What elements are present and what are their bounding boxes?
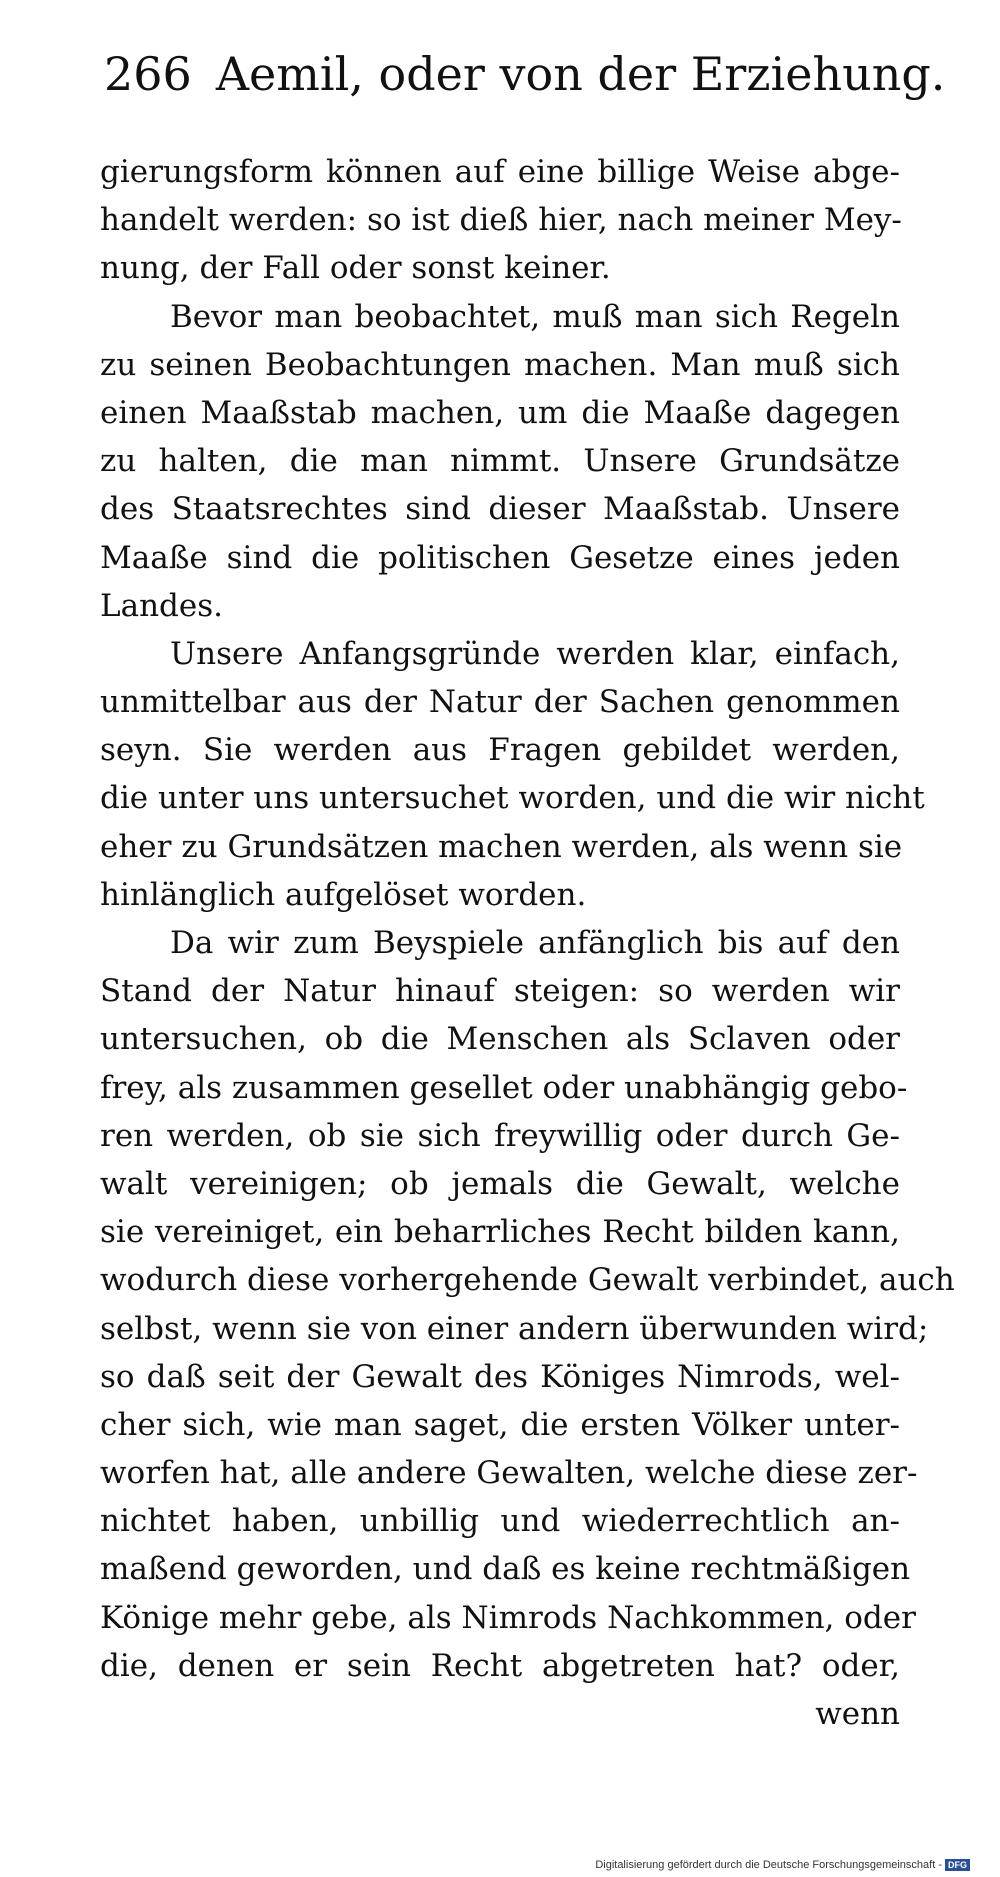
text-line: hinlänglich aufgelöset worden.	[100, 876, 587, 913]
text-line: nichtet haben, unbillig und wiederrechtlich an-	[100, 1503, 900, 1540]
text-line: maßend geworden, und daß es keine rechtmäßigen	[100, 1551, 911, 1588]
credit-text: Digitalisierung gefördert durch die Deutsche Forschungsgemeinschaft -	[595, 1858, 942, 1871]
body-text	[100, 148, 955, 1738]
text-line: ren werden, ob sie sich freywillig oder durch Ge-	[100, 1117, 900, 1154]
text-line: Da wir zum Beyspiele anfänglich bis auf den	[170, 925, 900, 961]
text-line: so daß seit der Gewalt des Königes Nimrods, wel-	[100, 1358, 900, 1395]
text-line: Stand der Natur hinauf steigen: so werden wir	[100, 973, 900, 1010]
digitization-credit	[595, 1859, 970, 1871]
text-line: des Staatsrechtes sind dieser Maaßstab. Unsere	[100, 491, 900, 528]
text-line: cher sich, wie man saget, die ersten Völker unter-	[100, 1406, 900, 1443]
text-line: einen Maaßstab machen, um die Maaße dagegen	[100, 394, 900, 431]
text-line: Maaße sind die politischen Gesetze eines jeden	[100, 539, 900, 576]
text-line: nung, der Fall oder sonst keiner.	[100, 250, 611, 287]
text-line: die unter uns untersuchet worden, und die wir nicht	[100, 780, 925, 817]
page-header	[104, 46, 946, 102]
text-line: handelt werden: so ist dieß hier, nach meiner Mey-	[100, 202, 902, 239]
text-line: worfen hat, alle andere Gewalten, welche diese zer-	[100, 1455, 918, 1492]
text-line: unmittelbar aus der Natur der Sachen genommen	[100, 684, 900, 721]
text-line: frey, als zusammen gesellet oder unabhängig gebo-	[100, 1069, 908, 1106]
text-line: zu halten, die man nimmt. Unsere Grundsätze	[100, 443, 900, 480]
text-line: selbst, wenn sie von einer andern überwunden wird;	[100, 1310, 929, 1347]
text-line: Landes.	[100, 587, 223, 624]
text-line: Könige mehr gebe, als Nimrods Nachkommen, oder	[100, 1599, 916, 1636]
text-line: sie vereiniget, ein beharrliches Recht bilden kann,	[100, 1214, 900, 1251]
text-line: walt vereinigen; ob jemals die Gewalt, welche	[100, 1165, 900, 1202]
text-line: Bevor man beobachtet, muß man sich Regeln	[170, 298, 900, 335]
text-line: die, denen er sein Recht abgetreten hat? oder,	[100, 1647, 900, 1684]
text-line: seyn. Sie werden aus Fragen gebildet werden,	[100, 732, 900, 769]
text-line: eher zu Grundsätzen machen werden, als wenn sie	[100, 828, 903, 865]
catchword: wenn	[815, 1696, 900, 1732]
running-title: Aemil, oder von der Erziehung.	[215, 47, 946, 101]
text-line: untersuchen, ob die Menschen als Sclaven oder	[100, 1021, 900, 1058]
text-line: Unsere Anfangsgründe werden klar, einfach,	[170, 635, 900, 672]
page-number: 266	[104, 47, 192, 101]
dfg-logo: DFG	[945, 1859, 970, 1871]
text-line: gierungsform können auf eine billige Weise abge-	[100, 154, 900, 190]
text-line: zu seinen Beobachtungen machen. Man muß sich	[100, 346, 900, 383]
text-line: wodurch diese vorhergehende Gewalt verbindet, auch	[100, 1262, 955, 1299]
